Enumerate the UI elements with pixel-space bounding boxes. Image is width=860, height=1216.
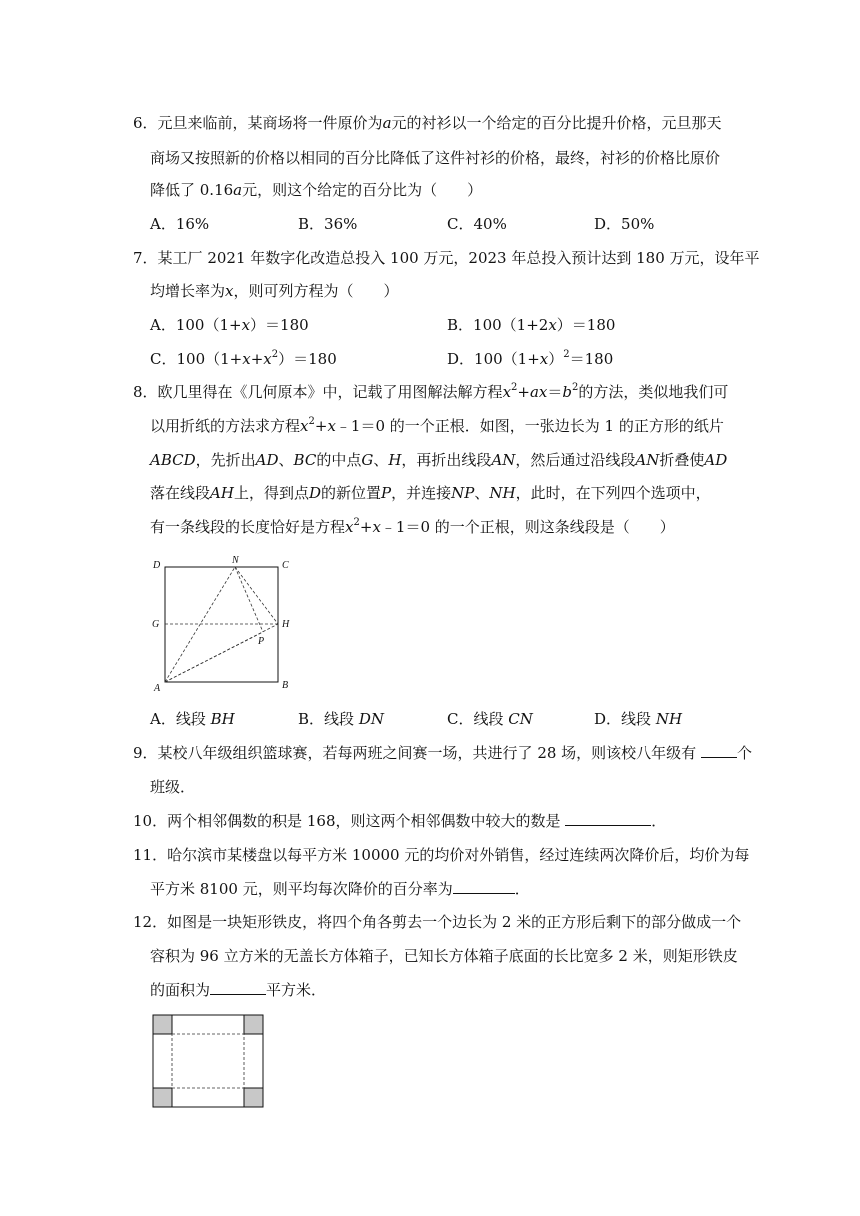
q7-line1: 7．某工厂 2021 年数字化改造总投入 100 万元，2023 年总投入预计达到 180 万元，设年平	[133, 249, 760, 267]
q11-line2: 平方米 8100 元，则平均每次降价的百分率为 ．	[150, 880, 530, 898]
segment-ap	[165, 632, 263, 682]
corner-square-bottom-left	[153, 1088, 172, 1107]
q8-line5: 有一条线段的长度恰好是方程$x^2+x﹣1=0$ 的一个正根，则这条线段是（ ）	[150, 517, 675, 536]
q7-line2: 均增长率为x，则可列方程为（ ）	[150, 282, 399, 300]
q6-option-a: A．16%	[150, 215, 210, 233]
q7-number: 7．	[133, 249, 158, 267]
corner-square-top-right	[244, 1015, 263, 1034]
label-g: G	[152, 619, 160, 630]
q8-square-figure	[145, 552, 305, 697]
q8-option-a: A．线段 BH	[150, 710, 235, 728]
q12-iron-sheet-figure	[150, 1012, 268, 1112]
q11-answer-blank[interactable]	[453, 879, 515, 894]
q9-answer-blank[interactable]	[701, 743, 737, 758]
q6-line2: 商场又按照新的价格以相同的百分比降低了这件衬衫的价格，最终，衬衫的价格比原价	[150, 149, 721, 167]
q12-line3: 的面积为 平方米．	[150, 981, 327, 999]
q12-answer-blank[interactable]	[210, 980, 266, 995]
q8-line1: 8．欧几里得在《几何原本》中，记载了用图解法解方程$x^2+ax=b^2$的方法，类似地我们可	[133, 382, 729, 401]
segment-an	[165, 567, 235, 682]
q7-option-b: B．100（1+2x）＝180	[447, 316, 616, 334]
q12-line1: 12．如图是一块矩形铁皮，将四个角各剪去一个边长为 2 米的正方形后剩下的部分做成一个	[133, 913, 742, 931]
q6-number: 6．	[133, 114, 158, 132]
label-c: C	[282, 560, 289, 571]
q6-option-c: C．40%	[447, 215, 507, 233]
q8-option-b: B．线段 DN	[298, 710, 384, 728]
q9-line1: 9．某校八年级组织篮球赛，若每两班之间赛一场，共进行了 28 场，则该校八年级有 个	[133, 744, 752, 762]
q8-option-c: C．线段 CN	[447, 710, 533, 728]
q7-option-a: A．100（1+x）＝180	[150, 316, 309, 334]
q8-number: 8．	[133, 383, 158, 401]
q8-line4: 落在线段AH上，得到点D的新位置P，并连接NP、NH，此时，在下列四个选项中，	[150, 484, 711, 502]
q11-line1: 11．哈尔滨市某楼盘以每平方米 10000 元的均价对外销售，经过连续两次降价后，均价为每	[133, 846, 750, 864]
segment-np	[235, 567, 263, 632]
corner-square-top-left	[153, 1015, 172, 1034]
q6-option-d: D．50%	[594, 215, 655, 233]
label-b: B	[282, 680, 289, 691]
label-h: H	[282, 619, 290, 630]
q9-line2: 班级．	[150, 778, 196, 796]
q10-answer-blank[interactable]	[565, 811, 651, 826]
q6-line3: 降低了 0.16a元，则这个给定的百分比为（ ）	[150, 181, 483, 199]
label-p: P	[258, 636, 265, 647]
label-d: D	[153, 560, 161, 571]
q7-option-c: C．$100(1+x+x^2)=180$	[150, 349, 337, 368]
label-n: N	[232, 555, 239, 566]
q7-option-d: D．$100(1+x)^2=180$	[447, 349, 614, 368]
q8-line2: 以用折纸的方法求方程$x^2+x﹣1=0$ 的一个正根．如图，一张边长为 1 的正方形的纸片	[150, 416, 724, 435]
corner-square-bottom-right	[244, 1088, 263, 1107]
q8-option-d: D．线段 NH	[594, 710, 683, 728]
q6-option-b: B．36%	[298, 215, 358, 233]
label-a: A	[154, 683, 161, 694]
square-abcd	[165, 567, 278, 682]
q6-line1: 6．元旦来临前，某商场将一件原价为a元的衬衫以一个给定的百分比提升价格，元旦那天	[133, 114, 722, 132]
segment-nh	[235, 567, 278, 624]
q10-line1: 10．两个相邻偶数的积是 168，则这两个相邻偶数中较大的数是 ．	[133, 812, 667, 830]
q12-line2: 容积为 96 立方米的无盖长方体箱子，已知长方体箱子底面的长比宽多 2 米，则矩形铁皮	[150, 947, 738, 965]
q8-line3: ABCD，先折出AD、BC的中点G、H，再折出线段AN，然后通过沿线段AN折叠使AD	[150, 451, 728, 469]
